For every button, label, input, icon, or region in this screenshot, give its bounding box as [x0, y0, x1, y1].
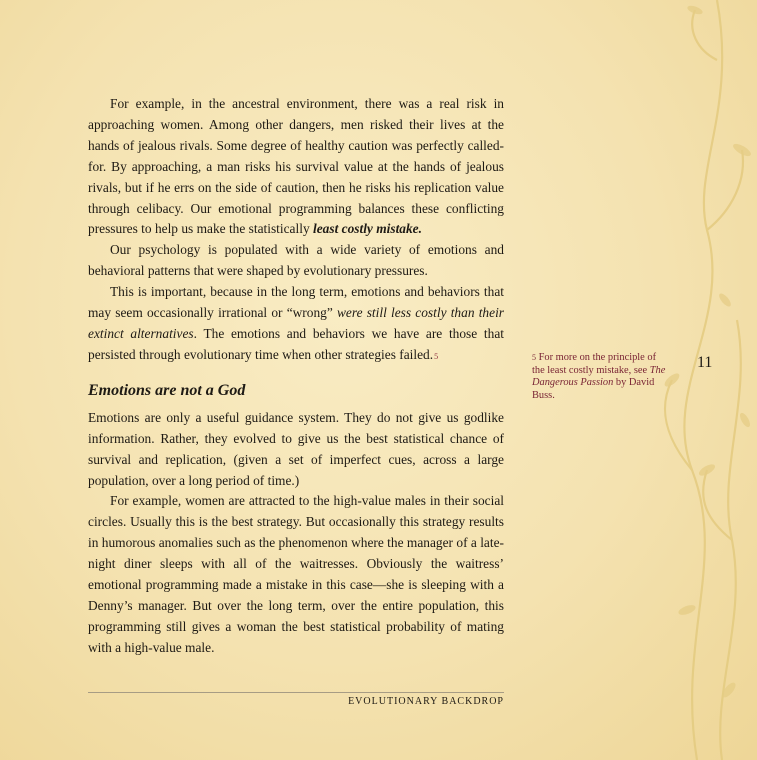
emphasis-least-costly-mistake: least costly mistake.: [313, 221, 422, 237]
emphasis-extinct-alternatives: were still less costly than their extinct alternatives: [88, 305, 505, 341]
sidenote-book-title: The Dangerous Passion: [532, 364, 666, 389]
paragraph-3-text-b: . The emotions and behaviors we have are those that persisted through evolutionary time when other strategies failed.: [88, 325, 504, 362]
sidenote: [532, 352, 670, 402]
running-footer: EVOLUTIONARY BACKDROP: [348, 696, 504, 707]
paragraph-5: For example, women are attracted to the high-value males in their social circles. Usually this is the best strategy. But occasionally this strategy results in humorous anomalies such as the phenomenon where the manager of a late-night diner sleeps with all of the waitresses. Obviously the waitress’ emotional programming made a mistake in this case—she is sleeping with a Denny’s manager. But over the long term, over the entire population, this programming still gives a woman the best statistical probability of mating with a high-value male.: [88, 493, 504, 655]
paragraph-1-text: For example, in the ancestral environment, there was a real risk in approaching women. Among other dangers, men risked their lives at the hands of jealous rivals. Some degree of healthy caution was perfectly called-for. By approaching, a man risks his survival value at the hands of jealous rivals, but if he errs on the side of caution, then he risks his replication value through celibacy. Our emotional programming balances these conflicting pressures to help us make the statistically: [88, 96, 504, 237]
sidenote-text: For more on the principle of the least costly mistake, see: [532, 352, 657, 376]
sidenote-number: 5: [532, 353, 536, 362]
section-heading: Emotions are not a God: [88, 381, 246, 399]
body-text: [88, 94, 504, 659]
paragraph-3: [88, 282, 504, 368]
paragraph-3-text-a: This is important, because in the long term, emotions and behaviors that may seem occasionally irrational or “wrong”: [88, 284, 504, 321]
paragraph-4: Emotions are only a useful guidance system. They do not give us godlike information. Rather, they evolved to give us the best statistical chance of survival and replication, (given a set of imperfect cues, across a large population, over a long period of time.): [88, 409, 504, 488]
footnote-reference[interactable]: 5: [434, 351, 439, 361]
page-number: 11: [697, 354, 713, 371]
paragraph-1: [88, 94, 504, 240]
footer-rule: [88, 692, 504, 693]
paragraph-2: Our psychology is populated with a wide variety of emotions and behavioral patterns that were shaped by evolutionary pressures.: [88, 242, 504, 279]
sidenote-author: by David Buss.: [532, 377, 655, 401]
